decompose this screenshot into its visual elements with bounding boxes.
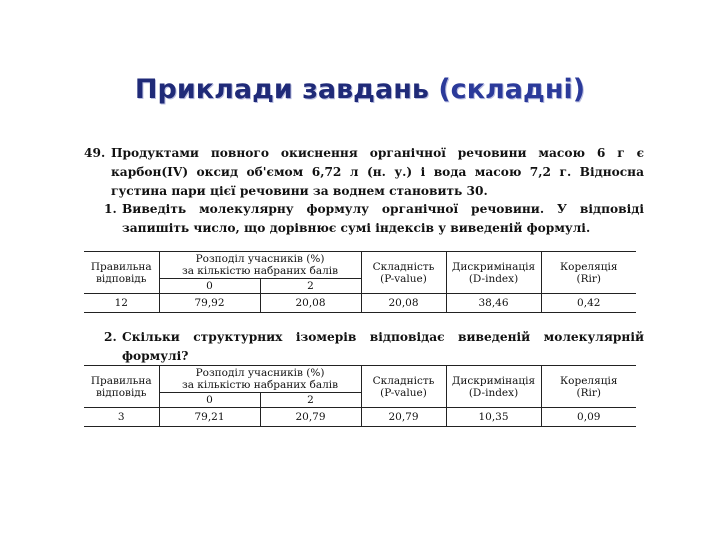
header-correlation: Кореляція (Rir)	[541, 366, 636, 408]
header-score-0: 0	[159, 279, 260, 294]
subtask-2-number: 2.	[104, 330, 117, 344]
cell-p0: 79,92	[159, 294, 260, 313]
cell-correlation: 0,42	[541, 294, 636, 313]
slide-title-main: Приклади завдань	[134, 74, 439, 105]
cell-difficulty: 20,79	[361, 408, 446, 427]
header-score-0: 0	[159, 393, 260, 408]
header-distribution: Розподіл учасників (%) за кількістю набраних балів	[159, 252, 361, 279]
cell-correlation: 0,09	[541, 408, 636, 427]
header-discrimination: Дискримінація (D-index)	[446, 366, 541, 408]
task-statement	[84, 144, 644, 201]
stats-table-1	[84, 251, 636, 313]
subtask-1	[104, 200, 644, 238]
header-discrimination: Дискримінація (D-index)	[446, 252, 541, 294]
header-answer: Правильна відповідь	[84, 252, 159, 294]
stats-table-2	[84, 365, 636, 427]
subtask-1-text: Виведіть молекулярну формулу органічної речовини. У відповіді запишіть число, що дорівнює сумі індексів у виведеній формулі.	[122, 202, 644, 235]
header-score-2: 2	[260, 279, 361, 294]
subtask-1-number: 1.	[104, 202, 117, 216]
cell-difficulty: 20,08	[361, 294, 446, 313]
header-score-2: 2	[260, 393, 361, 408]
task-text: Продуктами повного окиснення органічної речовини масою 6 г є карбон(IV) оксид об'ємом 6,72 л (н. у.) і вода масою 7,2 г. Відносна густина пари цієї речовини за воднем становить 30.	[111, 146, 644, 198]
slide-title-accent: (складні)	[438, 74, 586, 105]
cell-p0: 79,21	[159, 408, 260, 427]
subtask-2	[104, 328, 644, 366]
cell-discrimination: 38,46	[446, 294, 541, 313]
slide-title	[0, 74, 720, 105]
header-distribution: Розподіл учасників (%) за кількістю набраних балів	[159, 366, 361, 393]
cell-p2: 20,08	[260, 294, 361, 313]
header-correlation: Кореляція (Rir)	[541, 252, 636, 294]
cell-answer: 3	[84, 408, 159, 427]
header-difficulty: Складність (P-value)	[361, 366, 446, 408]
header-answer: Правильна відповідь	[84, 366, 159, 408]
cell-answer: 12	[84, 294, 159, 313]
subtask-2-text: Скільки структурних ізомерів відповідає виведеній молекулярній формулі?	[122, 330, 644, 363]
task-number: 49.	[84, 146, 106, 160]
table-row	[84, 294, 636, 313]
cell-discrimination: 10,35	[446, 408, 541, 427]
table-row	[84, 408, 636, 427]
header-difficulty: Складність (P-value)	[361, 252, 446, 294]
cell-p2: 20,79	[260, 408, 361, 427]
